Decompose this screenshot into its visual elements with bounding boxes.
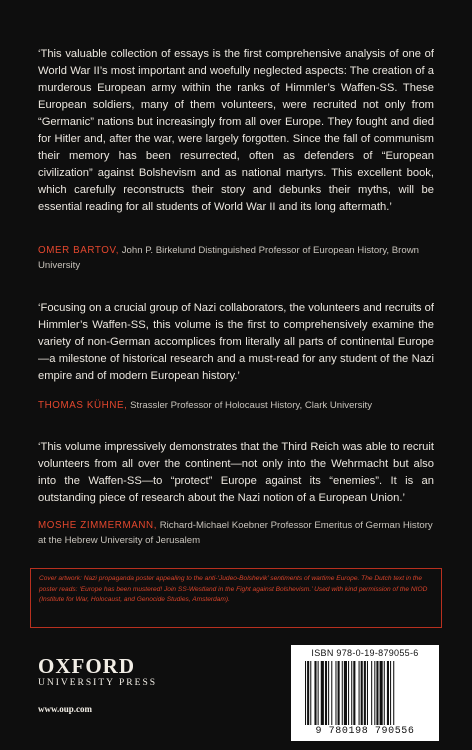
barcode-bar [364,661,366,725]
attribution-name: OMER BARTOV, [38,245,120,256]
barcode-bar [321,661,324,725]
cover-artwork-credits: Cover artwork: Nazi propaganda poster appealing to the anti-‘Judeo-Bolshevik’ sentiments of wartime Europe. The Dutch text in the poster reads: ‘Europe has been mustered! Join SS-Westland in the Fight against Bolshevism.’ Used with kind permission of the NIOD (Institute for War, Holocaust, and Genocide Studies, Amsterdam). [30,568,442,628]
barcode-bar [344,661,347,725]
attribution-title: John P. Birkelund Distinguished Professor of European History, Brown University [38,245,419,271]
barcode-bar [393,661,394,725]
attribution-title: Richard-Michael Koebner Professor Emeritus of German History at the Hebrew University of Jerusalem [38,520,433,546]
barcode-bar [374,661,375,725]
barcode-bar [384,661,385,725]
barcode-bar [353,661,355,725]
barcode-bar [331,661,332,725]
barcode-bar [367,661,368,725]
barcode-bar [328,661,329,725]
isbn-label: ISBN 978-0-19-879055-6 [311,648,419,658]
attribution-kuhne [38,398,438,413]
barcode-bar [307,661,309,725]
attribution-name: MOSHE ZIMMERMANN, [38,520,158,531]
barcode-bar [310,661,311,725]
attribution-title: Strassler Professor of Holocaust History, Clark University [130,400,372,411]
barcode-bar [361,661,363,725]
barcode-bar [305,661,306,725]
barcode-bar [387,661,389,725]
barcode-digits: 9 780198 790556 [315,726,415,737]
barcode-bars [305,661,427,725]
quote-kuhne: ‘Focusing on a crucial group of Nazi collaborators, the volunteers and recruits of Himmler’s Waffen-SS, this volume is the first to comprehensively examine the variety of non-German accomplices from literally all parts of continental Europe—a milestone of historical research and a must-read for any student of the Nazi empire and of modern European history.’ [38,302,434,382]
barcode-bar [335,661,336,725]
publisher-url: www.oup.com [38,704,93,714]
attribution-bartov [38,243,438,273]
quote-zimmermann: ‘This volume impressively demonstrates that the Third Reich was able to recruit volunteers from all over the continent—not only into the Wehrmacht but also into the Waffen-SS—to “protect” Europe against its “enemies”. It is an outstanding piece of research about the Nazi notion of a European Union.’ [38,441,434,504]
barcode [291,645,439,741]
barcode-bar [314,661,316,725]
barcode-bar [338,661,340,725]
attribution-name: THOMAS KÜHNE, [38,400,128,411]
barcode-bar [359,661,360,725]
barcode-bar [376,661,378,725]
quote-bartov: ‘This valuable collection of essays is the first comprehensive analysis of one of World War II’s most important and woefully neglected aspects: The creation of a murderous European army within the ranks of Himmler’s Waffen-SS. These European soldiers, many of them volunteers, were recruited not only from “Germanic” nations but increasingly from all over Europe. They fought and died for Hitler and, after the war, were largely forgotten. Since the fall of communism their memory has been resurrected, often as defenders of “European civilization” against Bolshevism and as national martyrs. This excellent book, which carefully reconstructs their story and debunks their myths, will be essential reading for all students of World War II and its long aftermath.’ [38,48,434,213]
barcode-bar [325,661,327,725]
barcode-bar [342,661,343,725]
barcode-bar [351,661,352,725]
barcode-bar [318,661,319,725]
publisher-subtitle: UNIVERSITY PRESS [38,678,158,688]
barcode-bar [390,661,391,725]
publisher-name: OXFORD [38,654,135,678]
publisher-logo [38,655,157,689]
attribution-zimmermann [38,518,438,548]
barcode-bar [380,661,383,725]
barcode-bar [371,661,372,725]
barcode-bar [348,661,349,725]
